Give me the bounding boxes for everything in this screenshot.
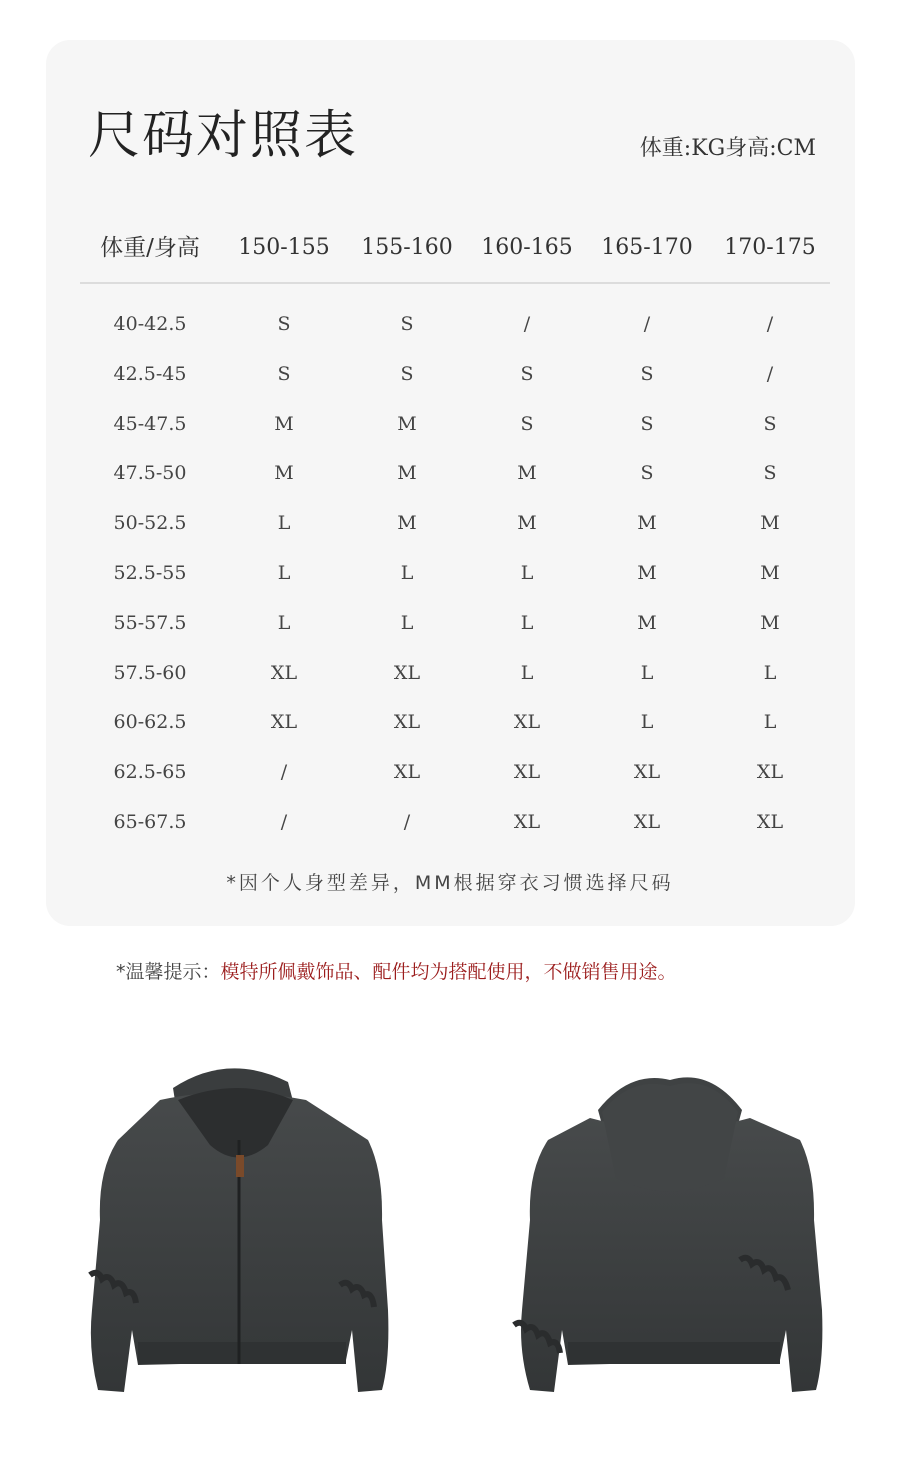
tip-line	[116, 958, 876, 986]
size-cell: M	[637, 562, 657, 584]
size-cell: XL	[633, 761, 661, 784]
size-cell: S	[277, 362, 291, 385]
size-cell: L	[520, 611, 534, 634]
weight-range-cell: 57.5-60	[113, 661, 187, 684]
size-cell: S	[400, 313, 414, 335]
table-row	[0, 312, 900, 342]
table-header-cell: 165-170	[601, 235, 693, 260]
size-cell: XL	[513, 761, 541, 784]
size-cell: XL	[756, 761, 784, 784]
table-row	[0, 661, 900, 691]
size-cell: /	[403, 811, 411, 833]
table-row	[0, 511, 900, 541]
size-cell: M	[637, 611, 657, 634]
weight-range-cell: 62.5-65	[113, 761, 187, 784]
size-cell: S	[520, 412, 534, 435]
size-cell: /	[523, 313, 531, 335]
table-row	[0, 810, 900, 840]
weight-range-cell: 65-67.5	[113, 811, 187, 833]
size-cell: /	[280, 761, 288, 784]
size-cell: /	[643, 313, 651, 335]
size-cell: /	[766, 362, 774, 385]
table-row	[0, 710, 900, 740]
size-cell: S	[277, 313, 291, 335]
weight-range-cell: 60-62.5	[113, 711, 187, 734]
size-cell: M	[637, 512, 657, 535]
tip-body: 模特所佩戴饰品、配件均为搭配使用，不做销售用途。	[220, 961, 677, 983]
size-cell: XL	[633, 811, 661, 833]
size-cell: XL	[270, 661, 298, 684]
table-row	[0, 362, 900, 392]
size-cell: XL	[513, 811, 541, 833]
size-cell: XL	[270, 711, 298, 734]
size-cell: XL	[756, 811, 784, 833]
size-cell: S	[640, 412, 654, 435]
unit-note: 体重:KG身高:CM	[639, 136, 816, 161]
size-cell: S	[640, 462, 654, 485]
size-cell: S	[400, 362, 414, 385]
table-header-cell: 160-165	[481, 235, 573, 260]
size-cell: /	[280, 811, 288, 833]
size-cell: L	[520, 562, 534, 584]
weight-range-cell: 42.5-45	[113, 362, 187, 385]
size-cell: L	[640, 661, 654, 684]
size-cell: S	[520, 362, 534, 385]
table-row	[0, 412, 900, 442]
size-cell: M	[397, 512, 417, 535]
size-cell: M	[760, 611, 780, 634]
table-header-cell: 体重/身高	[100, 235, 200, 261]
page-title: 尺码对照表	[88, 106, 359, 166]
size-cell: L	[520, 661, 534, 684]
table-header-cell: 170-175	[724, 235, 816, 260]
hoodie-front-image	[78, 1060, 400, 1405]
table-divider	[80, 282, 830, 284]
size-cell: XL	[393, 711, 421, 734]
hoodie-back-image	[510, 1060, 830, 1405]
table-header-row	[0, 230, 900, 270]
weight-range-cell: 50-52.5	[113, 512, 187, 535]
table-row	[0, 611, 900, 641]
size-cell: L	[763, 711, 777, 734]
table-header-cell: 150-155	[238, 235, 330, 260]
size-cell: L	[763, 661, 777, 684]
size-cell: M	[397, 412, 417, 435]
weight-range-cell: 55-57.5	[113, 611, 187, 634]
size-cell: M	[760, 562, 780, 584]
table-header-cell: 155-160	[361, 235, 453, 260]
weight-range-cell: 40-42.5	[113, 313, 187, 335]
weight-range-cell: 47.5-50	[113, 462, 187, 485]
size-cell: M	[517, 462, 537, 485]
size-cell: L	[400, 562, 414, 584]
size-cell: L	[277, 611, 291, 634]
size-cell: M	[274, 462, 294, 485]
size-cell: XL	[393, 661, 421, 684]
size-cell: M	[517, 512, 537, 535]
tip-prefix: *温馨提示：	[116, 961, 221, 983]
product-photos	[0, 1060, 900, 1420]
footnote: *因个人身型差异，MM根据穿衣习惯选择尺码	[226, 872, 674, 894]
weight-range-cell: 52.5-55	[113, 562, 187, 584]
size-cell: M	[397, 462, 417, 485]
size-cell: L	[640, 711, 654, 734]
table-row	[0, 461, 900, 491]
size-cell: XL	[393, 761, 421, 784]
table-row	[0, 760, 900, 790]
size-cell: L	[277, 562, 291, 584]
size-cell: M	[274, 412, 294, 435]
size-cell: XL	[513, 711, 541, 734]
size-cell: S	[640, 362, 654, 385]
table-row	[0, 561, 900, 591]
weight-range-cell: 45-47.5	[113, 412, 187, 435]
size-cell: M	[760, 512, 780, 535]
size-cell: /	[766, 313, 774, 335]
size-cell: L	[400, 611, 414, 634]
size-cell: S	[763, 412, 777, 435]
size-cell: L	[277, 512, 291, 535]
size-cell: S	[763, 462, 777, 485]
